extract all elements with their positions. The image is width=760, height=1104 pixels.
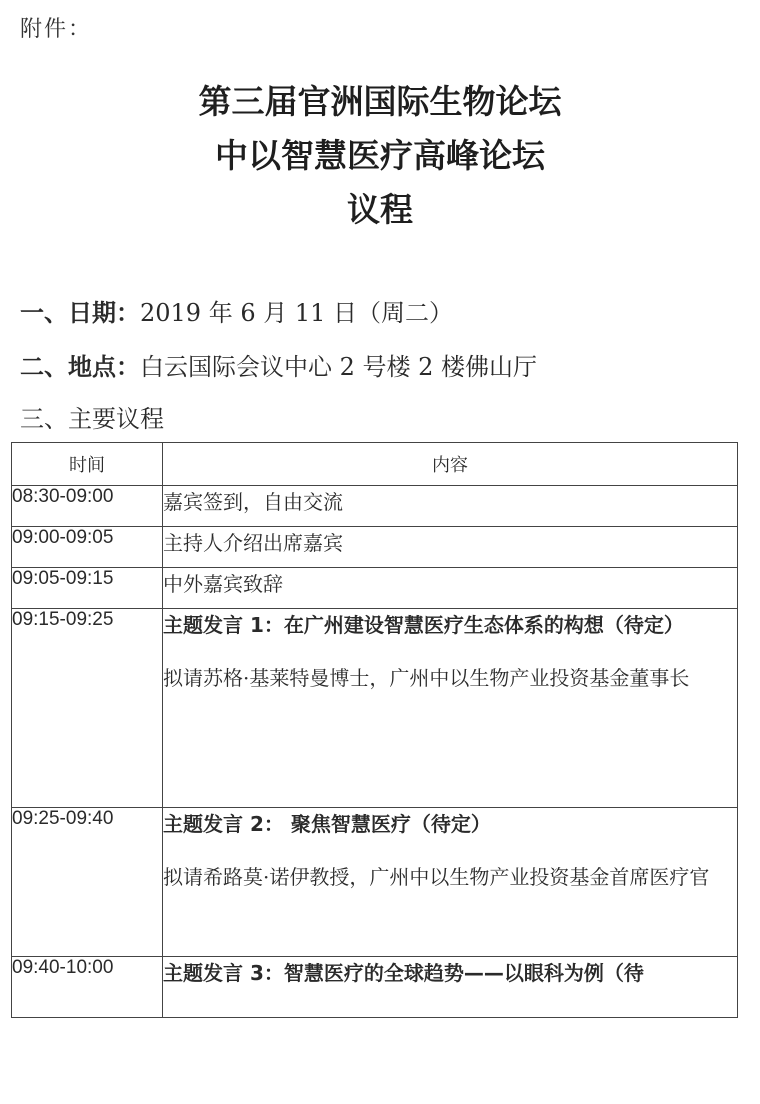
agenda-label: 三、主要议程 (20, 405, 164, 433)
row-detail: 中外嘉宾致辞 (163, 572, 283, 596)
agenda-table (11, 442, 738, 1018)
column-header-time: 时间 (12, 443, 163, 486)
row-topic: 主题发言 3：智慧医疗的全球趋势——以眼科为例（待 (163, 961, 644, 985)
table-row (12, 957, 738, 1018)
date-value: 2019 年 6 月 11 日（周二） (140, 299, 454, 327)
row-time: 09:00-09:05 (12, 527, 163, 568)
row-time: 09:40-10:00 (12, 957, 163, 1018)
row-content (163, 609, 738, 808)
row-topic: 主题发言 1：在广州建设智慧医疗生态体系的构想（待定） (163, 613, 684, 637)
row-content (163, 808, 738, 957)
date-section (20, 293, 453, 328)
row-content (163, 486, 738, 527)
row-detail: 拟请希路莫·诺伊教授，广州中以生物产业投资基金首席医疗官 (163, 865, 710, 889)
table-row (12, 527, 738, 568)
table-row (12, 486, 738, 527)
page-title-line-2: 中以智慧医疗高峰论坛 (215, 136, 545, 175)
column-header-content: 内容 (163, 443, 738, 486)
row-time: 08:30-09:00 (12, 486, 163, 527)
location-label: 二、地点： (20, 353, 140, 381)
row-content (163, 527, 738, 568)
row-detail: 嘉宾签到，自由交流 (163, 490, 343, 514)
location-value: 白云国际会议中心 2 号楼 2 楼佛山厅 (140, 353, 538, 381)
location-section (20, 347, 537, 382)
row-content (163, 957, 738, 1018)
table-row (12, 609, 738, 808)
table-row (12, 808, 738, 957)
row-time: 09:25-09:40 (12, 808, 163, 957)
row-topic: 主题发言 2： 聚焦智慧医疗（待定） (163, 812, 491, 836)
row-detail: 主持人介绍出席嘉宾 (163, 531, 343, 555)
page-title-line-1: 第三届官洲国际生物论坛 (198, 82, 562, 121)
row-time: 09:05-09:15 (12, 568, 163, 609)
page-title-line-3: 议程 (347, 190, 413, 229)
agenda-section (20, 399, 164, 434)
row-detail: 拟请苏格·基莱特曼博士，广州中以生物产业投资基金董事长 (163, 666, 690, 690)
attachment-label: 附件： (20, 17, 93, 42)
row-time: 09:15-09:25 (12, 609, 163, 808)
table-header-row (12, 443, 738, 486)
date-label: 一、日期： (20, 299, 140, 327)
